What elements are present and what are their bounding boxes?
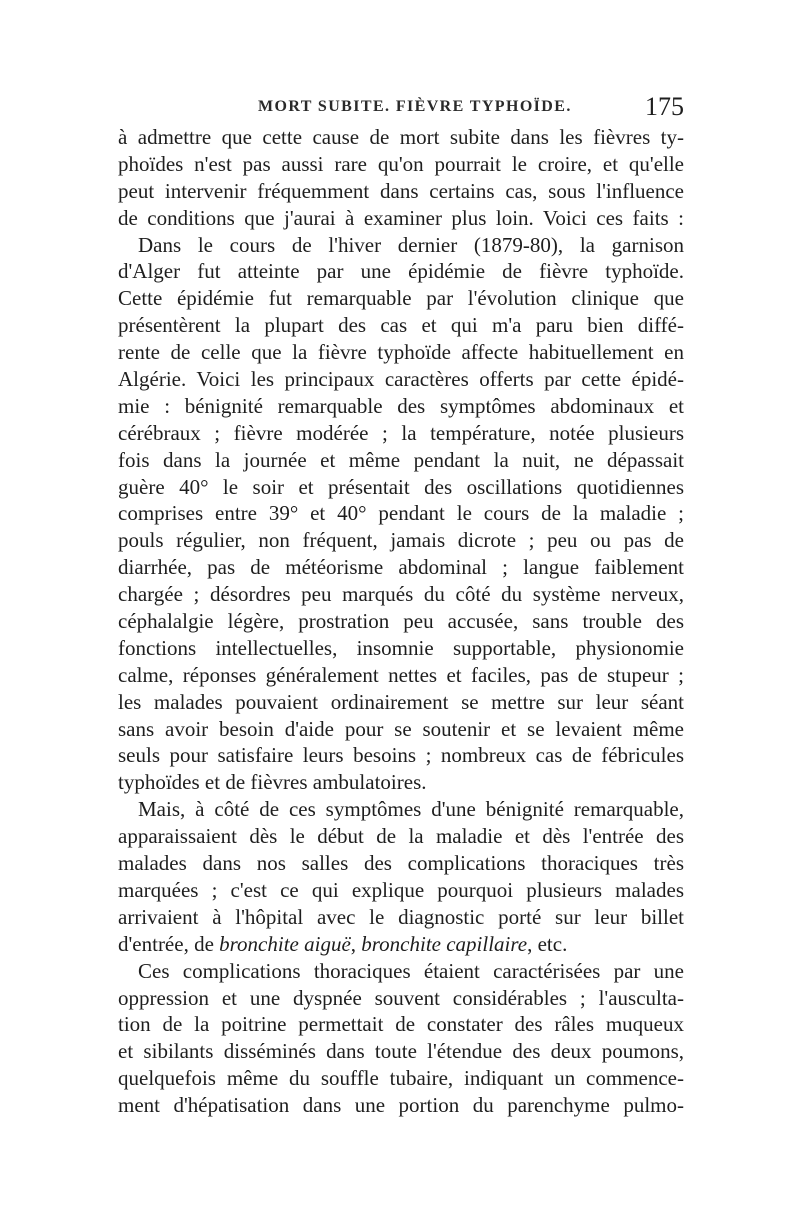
text-line: et sibilants disséminés dans toute l'étendue des deux poumons,: [118, 1039, 684, 1064]
text-line: Cette épidémie fut remarquable par l'évolution clinique que: [118, 286, 684, 311]
paragraph-end-line: typhoïdes et de fièvres ambulatoires.: [118, 770, 427, 795]
running-header: [118, 92, 684, 122]
text-line: fois dans la journée et même pendant la nuit, ne dépassait: [118, 447, 684, 472]
text-line: rente de celle que la fièvre typhoïde affecte habituellement en: [118, 340, 684, 365]
italic-term: bronchite capillaire: [361, 931, 528, 956]
text-line: fonctions intellectuelles, insomnie supportable, physionomie: [118, 635, 684, 660]
text-line: quelquefois même du souffle tubaire, indiquant un commence-: [118, 1066, 684, 1091]
text-line: arrivaient à l'hôpital avec le diagnostic porté sur leur billet: [118, 904, 684, 929]
running-title: MORT SUBITE. FIÈVRE TYPHOÏDE.: [258, 98, 572, 115]
paragraph-start-line: Mais, à côté de ces symptômes d'une bénignité remarquable,: [138, 797, 684, 822]
text-line: cérébraux ; fièvre modérée ; la température, notée plusieurs: [118, 420, 684, 445]
text-line: mie : bénignité remarquable des symptômes abdominaux et: [118, 393, 684, 418]
text-line: apparaissaient dès le début de la maladie et dès l'entrée des: [118, 824, 684, 849]
text-line: peut intervenir fréquemment dans certains cas, sous l'influence: [118, 178, 684, 203]
italic-term: bronchite aiguë: [219, 931, 351, 956]
text-segment: d'entrée, de: [118, 931, 214, 956]
text-segment: , etc.: [527, 931, 568, 956]
text-line: calme, réponses généralement nettes et faciles, pas de stupeur ;: [118, 662, 684, 687]
text-line: présentèrent la plupart des cas et qui m'a paru bien diffé-: [118, 313, 684, 338]
page-number: 175: [645, 92, 684, 121]
text-line: diarrhée, pas de météorisme abdominal ; langue faiblement: [118, 555, 684, 580]
text-line: ment d'hépatisation dans une portion du parenchyme pulmo-: [118, 1093, 684, 1118]
text-line: oppression et une dyspnée souvent considérables ; l'ausculta-: [118, 985, 684, 1010]
text-line: pouls régulier, non fréquent, jamais dicrote ; peu ou pas de: [118, 528, 684, 553]
paragraph-start-line: Dans le cours de l'hiver dernier (1879-80), la garnison: [138, 232, 684, 257]
paragraph-end-line: [118, 931, 684, 958]
text-line: marquées ; c'est ce qui explique pourquoi plusieurs malades: [118, 877, 684, 902]
text-line: à admettre que cette cause de mort subite dans les fièvres ty-: [118, 125, 684, 149]
text-line: les malades pouvaient ordinairement se mettre sur leur séant: [118, 689, 684, 714]
text-line: de conditions que j'aurai à examiner plus loin. Voici ces faits :: [118, 205, 684, 230]
text-line: comprises entre 39° et 40° pendant le cours de la maladie ;: [118, 501, 684, 526]
text-line: tion de la poitrine permettait de constater des râles muqueux: [118, 1012, 684, 1037]
text-line: guère 40° le soir et présentait des oscillations quotidiennes: [118, 474, 684, 499]
text-line: chargée ; désordres peu marqués du côté du système nerveux,: [118, 582, 684, 607]
text-line: céphalalgie légère, prostration peu accusée, sans trouble des: [118, 609, 684, 634]
paragraph-start-line: Ces complications thoraciques étaient caractérisées par une: [138, 958, 684, 983]
text-line: sans avoir besoin d'aide pour se soutenir et se levaient même: [118, 716, 684, 741]
text-line: Algérie. Voici les principaux caractères offerts par cette épidé-: [118, 367, 684, 392]
body-text: [118, 124, 684, 1119]
text-line: phoïdes n'est pas aussi rare qu'on pourrait le croire, et qu'elle: [118, 151, 684, 176]
text-line: malades dans nos salles des complications thoraciques très: [118, 851, 684, 876]
text-segment: ,: [350, 931, 362, 956]
text-line: d'Alger fut atteinte par une épidémie de fièvre typhoïde.: [118, 259, 684, 284]
text-line: seuls pour satisfaire leurs besoins ; nombreux cas de fébricules: [118, 743, 684, 768]
